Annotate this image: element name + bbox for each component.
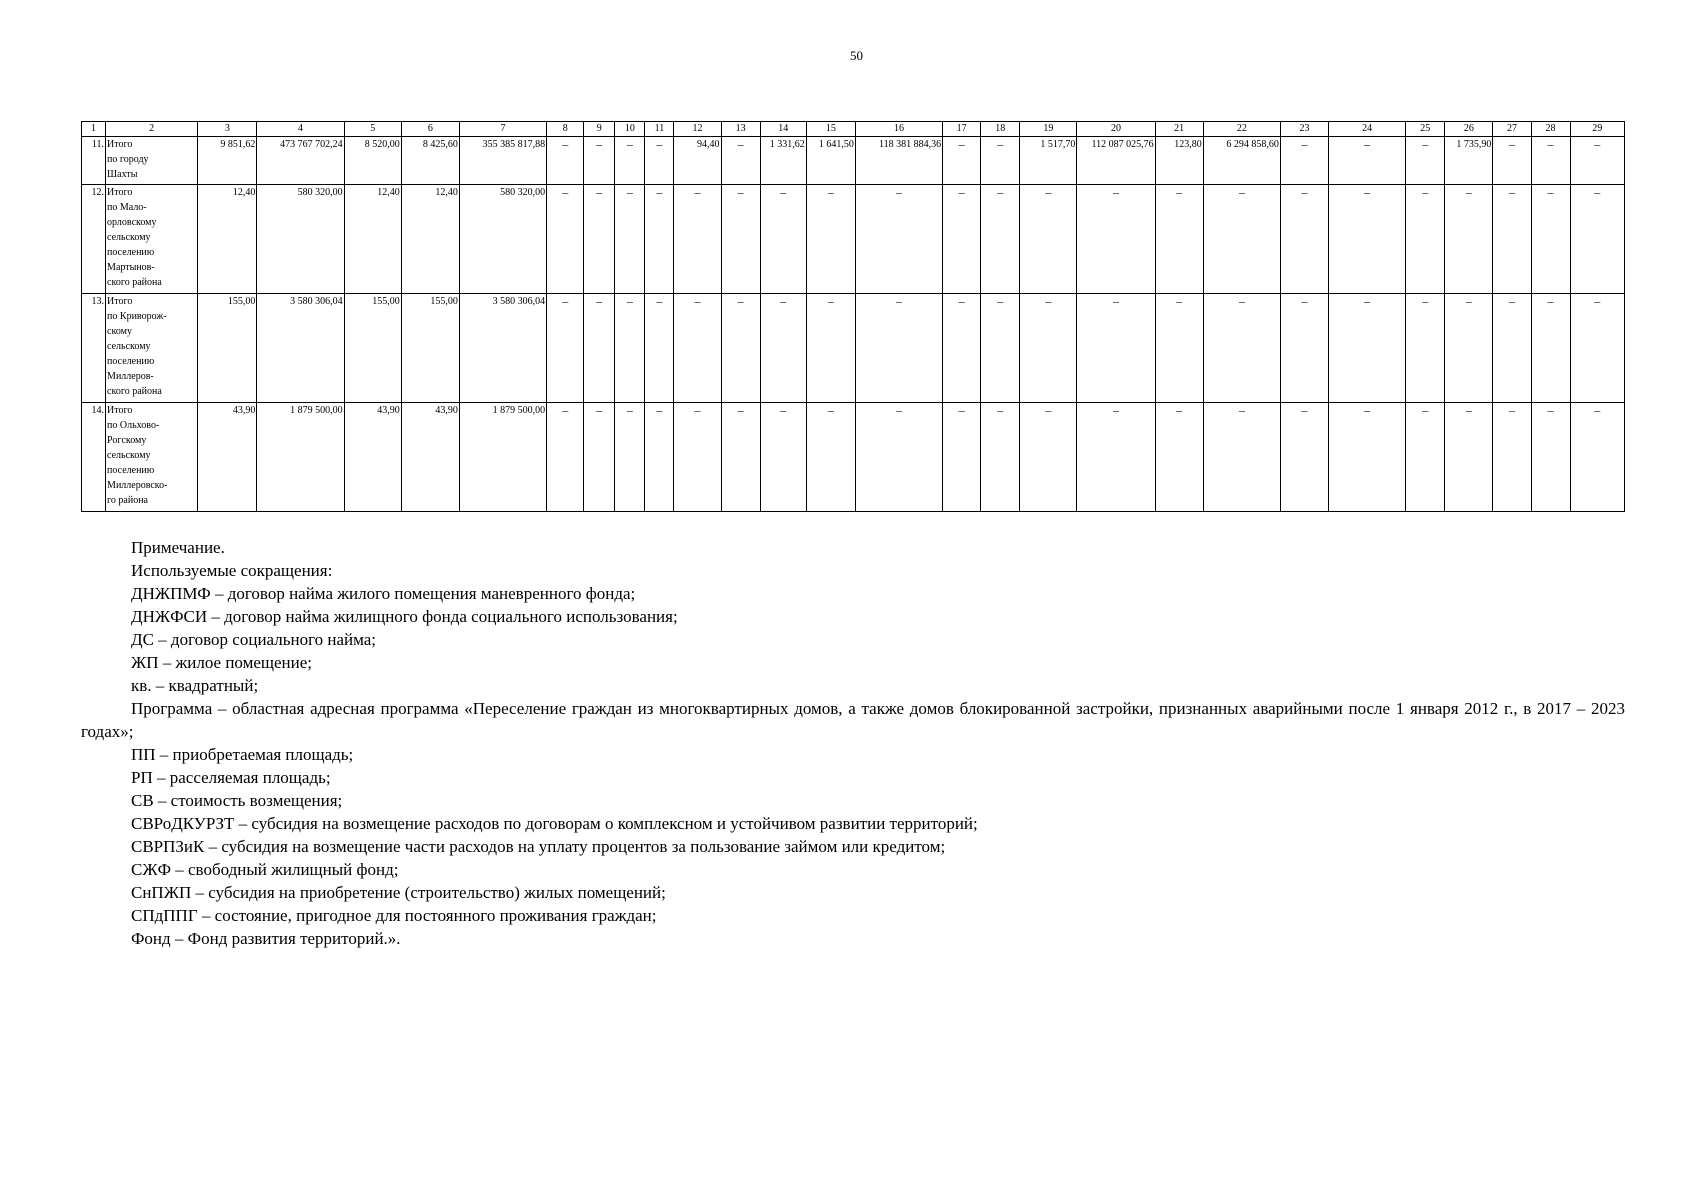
notes-intro: Используемые сокращения:: [131, 561, 333, 580]
value-cell: 8 520,00: [344, 137, 401, 185]
value-cell: –: [615, 403, 645, 512]
abbreviation-item: ЖП – жилое помещение;: [131, 653, 313, 672]
column-number-cell: 4: [257, 122, 344, 137]
value-cell: 43,90: [401, 403, 459, 512]
value-cell: –: [981, 185, 1020, 294]
value-cell: –: [1493, 403, 1531, 512]
value-cell: –: [760, 185, 806, 294]
value-cell: –: [721, 185, 760, 294]
value-cell: 580 320,00: [459, 185, 546, 294]
column-number-cell: 17: [943, 122, 981, 137]
notes-title: Примечание.: [131, 538, 225, 557]
value-cell: –: [1570, 294, 1624, 403]
column-number-cell: 7: [459, 122, 546, 137]
abbreviation-item: Программа – областная адресная программа «Переселение граждан из многоквартирных домов, а также домов блокированной застройки, признанных аварийными после 1 января 2012 г., в 2017 – 2023 годах»;: [81, 699, 1625, 741]
abbreviation-item: СВРПЗиК – субсидия на возмещение части расходов на уплату процентов за пользование займом или кредитом;: [131, 837, 946, 856]
column-number-cell: 28: [1531, 122, 1570, 137]
value-cell: –: [1155, 185, 1203, 294]
value-cell: –: [1020, 403, 1077, 512]
value-cell: –: [645, 403, 674, 512]
value-cell: 12,40: [401, 185, 459, 294]
column-number-cell: 1: [82, 122, 106, 137]
value-cell: –: [674, 294, 721, 403]
value-cell: –: [1406, 137, 1445, 185]
value-cell: 3 580 306,04: [257, 294, 344, 403]
value-cell: –: [547, 185, 584, 294]
value-cell: –: [1329, 294, 1406, 403]
value-cell: –: [584, 403, 615, 512]
abbreviation-item: ДНЖФСИ – договор найма жилищного фонда социального использования;: [131, 607, 678, 626]
value-cell: –: [1570, 185, 1624, 294]
value-cell: 12,40: [344, 185, 401, 294]
value-cell: 155,00: [401, 294, 459, 403]
value-cell: 1 879 500,00: [459, 403, 546, 512]
value-cell: –: [1531, 185, 1570, 294]
value-cell: –: [806, 294, 855, 403]
notes-section: [81, 536, 1625, 950]
value-cell: –: [674, 185, 721, 294]
value-cell: –: [1203, 403, 1280, 512]
value-cell: –: [1493, 294, 1531, 403]
value-cell: 155,00: [198, 294, 257, 403]
value-cell: –: [645, 137, 674, 185]
column-number-cell: 9: [584, 122, 615, 137]
value-cell: 112 087 025,76: [1077, 137, 1155, 185]
abbreviation-item: СПдППГ – состояние, пригодное для постоянного проживания граждан;: [131, 906, 657, 925]
column-number-cell: 12: [674, 122, 721, 137]
value-cell: –: [1493, 137, 1531, 185]
value-cell: –: [721, 403, 760, 512]
table-row: [82, 137, 1625, 185]
value-cell: –: [1329, 403, 1406, 512]
row-number-cell: 13.: [82, 294, 106, 403]
value-cell: –: [760, 294, 806, 403]
row-number-cell: 12.: [82, 185, 106, 294]
value-cell: –: [1077, 294, 1155, 403]
value-cell: 1 735,90: [1445, 137, 1493, 185]
value-cell: –: [547, 294, 584, 403]
abbreviation-item: СВ – стоимость возмещения;: [131, 791, 343, 810]
value-cell: –: [1406, 403, 1445, 512]
column-number-cell: 6: [401, 122, 459, 137]
value-cell: –: [1570, 403, 1624, 512]
value-cell: 94,40: [674, 137, 721, 185]
value-cell: 3 580 306,04: [459, 294, 546, 403]
column-number-cell: 21: [1155, 122, 1203, 137]
value-cell: –: [1077, 185, 1155, 294]
column-number-cell: 23: [1280, 122, 1328, 137]
abbreviation-item: СЖФ – свободный жилищный фонд;: [131, 860, 399, 879]
column-number-cell: 18: [981, 122, 1020, 137]
value-cell: –: [584, 294, 615, 403]
value-cell: 1 331,62: [760, 137, 806, 185]
value-cell: –: [1531, 137, 1570, 185]
row-name-cell: Итого по Кривoрож- скому сельскому поселению Миллеров- ского района: [106, 294, 198, 403]
value-cell: –: [1406, 294, 1445, 403]
value-cell: –: [855, 403, 942, 512]
abbreviation-item: ДС – договор социального найма;: [131, 630, 377, 649]
table-row: [82, 294, 1625, 403]
value-cell: –: [547, 403, 584, 512]
value-cell: 355 385 817,88: [459, 137, 546, 185]
value-cell: –: [1077, 403, 1155, 512]
value-cell: 123,80: [1155, 137, 1203, 185]
value-cell: –: [721, 137, 760, 185]
table-row: [82, 403, 1625, 512]
value-cell: 1 641,50: [806, 137, 855, 185]
column-number-cell: 13: [721, 122, 760, 137]
value-cell: –: [981, 137, 1020, 185]
value-cell: –: [584, 185, 615, 294]
row-number-cell: 14.: [82, 403, 106, 512]
value-cell: 473 767 702,24: [257, 137, 344, 185]
column-number-cell: 14: [760, 122, 806, 137]
abbreviation-item: ДНЖПМФ – договор найма жилого помещения маневренного фонда;: [131, 584, 636, 603]
value-cell: –: [1329, 137, 1406, 185]
abbreviation-item: кв. – квадратный;: [131, 676, 259, 695]
value-cell: 6 294 858,60: [1203, 137, 1280, 185]
column-number-cell: 15: [806, 122, 855, 137]
column-number-cell: 3: [198, 122, 257, 137]
value-cell: –: [615, 294, 645, 403]
value-cell: –: [1203, 294, 1280, 403]
value-cell: –: [1280, 137, 1328, 185]
value-cell: –: [1155, 403, 1203, 512]
value-cell: 9 851,62: [198, 137, 257, 185]
value-cell: –: [1020, 294, 1077, 403]
column-number-cell: 11: [645, 122, 674, 137]
value-cell: –: [1280, 185, 1328, 294]
value-cell: –: [645, 185, 674, 294]
column-number-cell: 29: [1570, 122, 1624, 137]
value-cell: –: [1445, 185, 1493, 294]
value-cell: 118 381 884,36: [855, 137, 942, 185]
value-cell: –: [943, 185, 981, 294]
column-number-cell: 27: [1493, 122, 1531, 137]
abbreviation-item: СВРоДКУРЗТ – субсидия на возмещение расходов по договорам о комплексном и устойчивом развитии территорий;: [131, 814, 978, 833]
value-cell: –: [547, 137, 584, 185]
page-number: 50: [850, 48, 863, 63]
value-cell: –: [1531, 403, 1570, 512]
column-number-cell: 22: [1203, 122, 1280, 137]
column-number-cell: 26: [1445, 122, 1493, 137]
row-name-cell: Итого по городу Шахты: [106, 137, 198, 185]
column-number-cell: 5: [344, 122, 401, 137]
table-row: [82, 185, 1625, 294]
value-cell: –: [615, 185, 645, 294]
column-number-cell: 20: [1077, 122, 1155, 137]
value-cell: –: [1329, 185, 1406, 294]
value-cell: 43,90: [344, 403, 401, 512]
value-cell: 155,00: [344, 294, 401, 403]
value-cell: –: [1020, 185, 1077, 294]
column-number-cell: 19: [1020, 122, 1077, 137]
value-cell: –: [943, 137, 981, 185]
column-number-cell: 25: [1406, 122, 1445, 137]
value-cell: 580 320,00: [257, 185, 344, 294]
abbreviation-item: ПП – приобретаемая площадь;: [131, 745, 354, 764]
value-cell: –: [981, 294, 1020, 403]
value-cell: –: [855, 294, 942, 403]
value-cell: –: [1570, 137, 1624, 185]
column-number-cell: 2: [106, 122, 198, 137]
value-cell: –: [584, 137, 615, 185]
column-number-cell: 8: [547, 122, 584, 137]
abbreviation-item: Фонд – Фонд развития территорий.».: [131, 929, 401, 948]
value-cell: –: [1445, 403, 1493, 512]
value-cell: 1 517,70: [1020, 137, 1077, 185]
abbreviation-item: РП – расселяемая площадь;: [131, 768, 331, 787]
value-cell: –: [943, 294, 981, 403]
column-number-row: [82, 122, 1625, 137]
value-cell: –: [806, 403, 855, 512]
value-cell: –: [760, 403, 806, 512]
value-cell: –: [981, 403, 1020, 512]
row-number-cell: 11.: [82, 137, 106, 185]
value-cell: –: [615, 137, 645, 185]
row-name-cell: Итого по Ольхово- Рогскому сельскому поселению Миллеровско- го района: [106, 403, 198, 512]
summary-table: [81, 121, 1625, 512]
value-cell: –: [943, 403, 981, 512]
row-name-cell: Итого по Мало- орловскому сельскому поселению Мартынов- ского района: [106, 185, 198, 294]
value-cell: –: [1493, 185, 1531, 294]
value-cell: –: [806, 185, 855, 294]
column-number-cell: 10: [615, 122, 645, 137]
value-cell: –: [1155, 294, 1203, 403]
value-cell: –: [1406, 185, 1445, 294]
column-number-cell: 24: [1329, 122, 1406, 137]
value-cell: –: [1203, 185, 1280, 294]
value-cell: 43,90: [198, 403, 257, 512]
value-cell: –: [645, 294, 674, 403]
column-number-cell: 16: [855, 122, 942, 137]
value-cell: –: [1531, 294, 1570, 403]
value-cell: 8 425,60: [401, 137, 459, 185]
value-cell: 1 879 500,00: [257, 403, 344, 512]
value-cell: 12,40: [198, 185, 257, 294]
value-cell: –: [674, 403, 721, 512]
abbreviation-item: СнПЖП – субсидия на приобретение (строительство) жилых помещений;: [131, 883, 666, 902]
value-cell: –: [1280, 294, 1328, 403]
value-cell: –: [721, 294, 760, 403]
value-cell: –: [1280, 403, 1328, 512]
value-cell: –: [1445, 294, 1493, 403]
value-cell: –: [855, 185, 942, 294]
